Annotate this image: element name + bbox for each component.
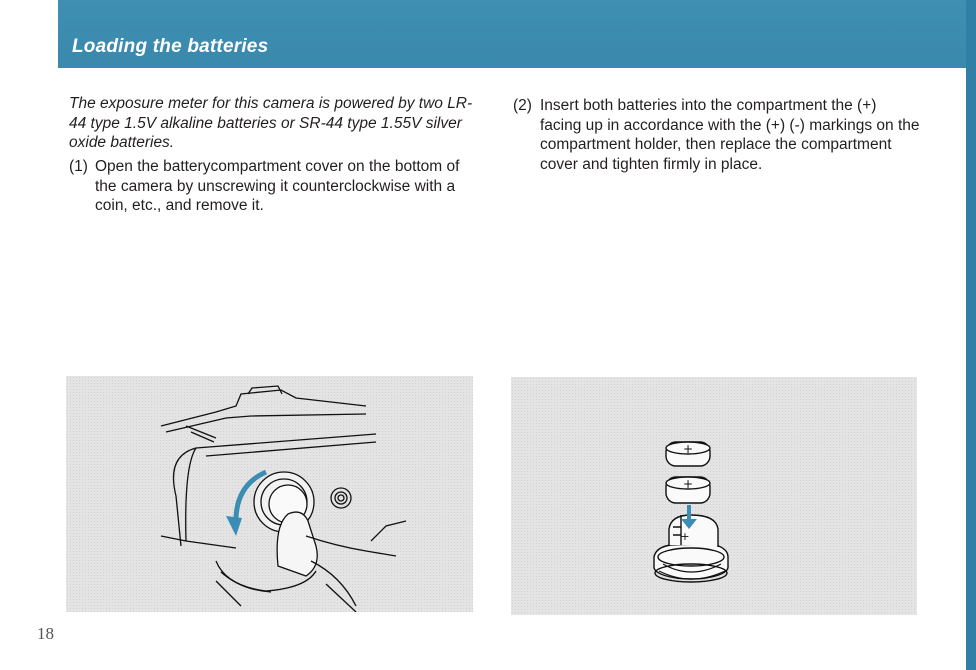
bottom-battery-plus-mark: + <box>682 477 694 491</box>
step-1-number: (1) <box>69 158 88 175</box>
step-2-text: Insert both batteries into the compartment the (+) facing up in accordance with the (+) (-) markings on the compartment holder, then replace the compartment cover and tighten firmly in place. <box>540 97 920 173</box>
intro-paragraph: The exposure meter for this camera is powered by two LR-44 type 1.5V alkaline batteries or SR-44 type 1.55V silver oxide batteries. <box>69 95 473 151</box>
top-battery-plus-mark: + <box>682 442 694 456</box>
step-2-number: (2) <box>513 97 532 114</box>
battery-holder-illustration <box>511 377 917 615</box>
holder-plus-mark: + <box>680 530 690 543</box>
page-edge-tab <box>966 0 976 670</box>
figure-open-cover <box>66 376 473 612</box>
page-number: 18 <box>37 624 54 643</box>
page-title: Loading the batteries <box>72 36 269 57</box>
camera-bottom-illustration <box>66 376 473 612</box>
figure-insert-batteries <box>511 377 917 615</box>
step-1-text: Open the batterycompartment cover on the bottom of the camera by unscrewing it counterclockwise with a coin, etc., and remove it. <box>95 158 460 214</box>
